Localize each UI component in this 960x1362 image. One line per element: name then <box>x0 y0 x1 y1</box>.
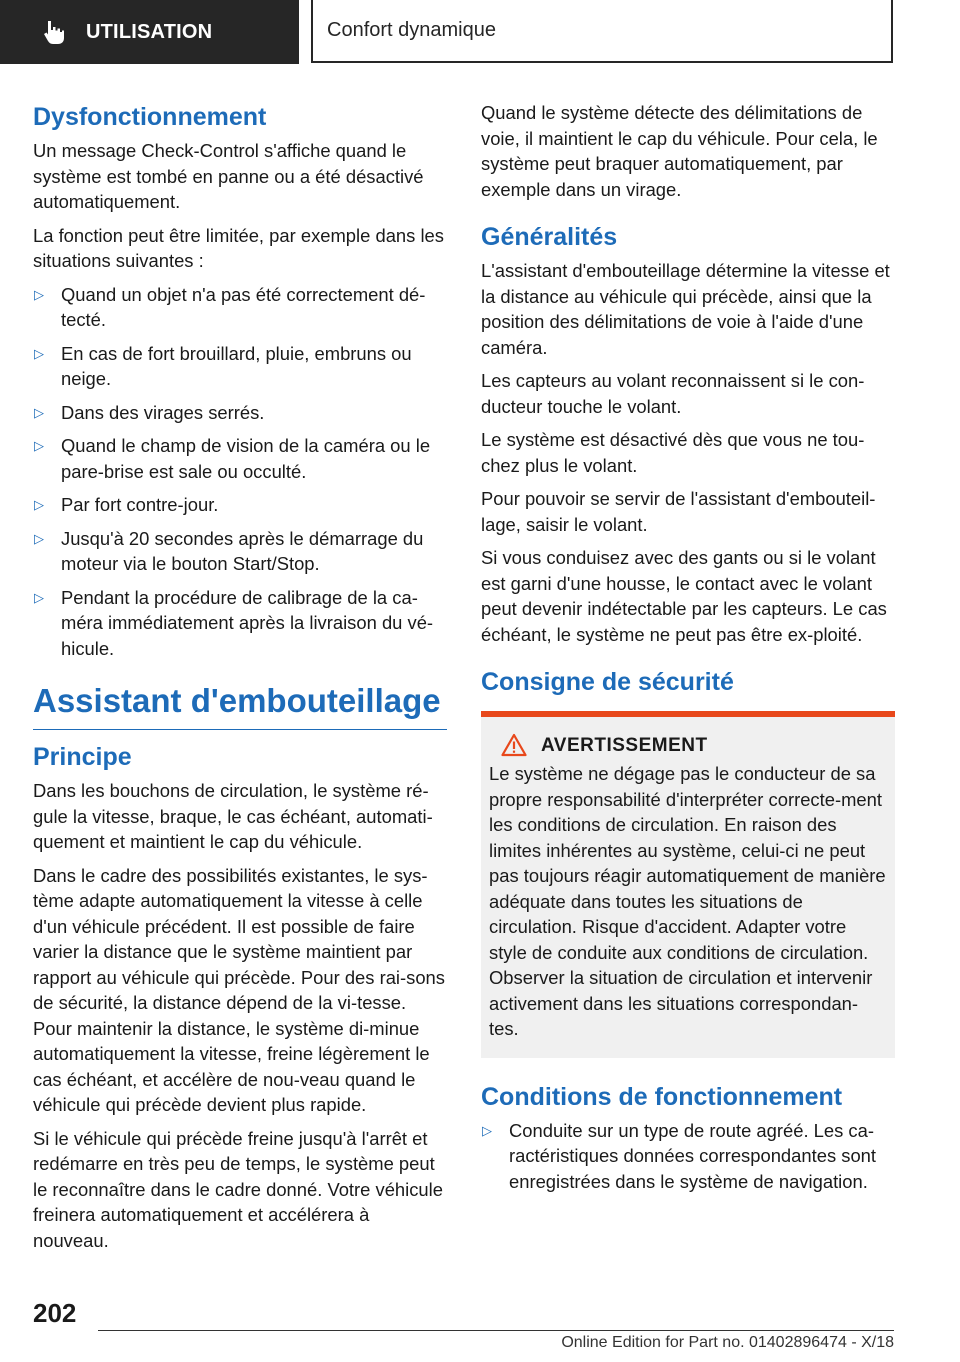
hand-pointer-icon <box>40 18 68 46</box>
list-item: ▷ Quand le champ de vision de la caméra ou le pare-brise est sale ou occulté. <box>34 435 431 482</box>
left-column <box>33 100 447 1261</box>
list-item: ▷ Conduite sur un type de route agréé. Les ca‐ractéristiques données correspondantes sont enregistrées dans le système de navigation. <box>482 1119 877 1192</box>
list-item: ▷ Par fort contre-jour. <box>33 492 447 518</box>
list-item: ▷ Quand un objet n'a pas été correctement dé‐tecté. <box>34 283 426 330</box>
heading-conditions-fonctionnement: Conditions de fonctionnement <box>481 1082 843 1111</box>
paragraph: Un message Check-Control s'affiche quand le système est tombé en panne ou a été désactivé automatiquement. <box>33 140 424 212</box>
warning-box <box>481 711 895 1058</box>
page-number: 202 <box>33 1298 77 1328</box>
warning-header <box>489 735 887 757</box>
paragraph: Pour pouvoir se servir de l'assistant d'embouteil‐lage, saisir le volant. <box>481 488 876 535</box>
chapter-label: Confort dynamique <box>327 19 496 41</box>
conditions-list <box>481 1118 895 1195</box>
limitations-list <box>33 282 447 662</box>
heading-generalites: Généralités <box>481 223 618 251</box>
warning-text: Le système ne dégage pas le conducteur de sa propre responsabilité d'interpréter correcte‐ment les conditions de circulation. En raison des limites inhérentes au système, celui-ci ne peut pas toujours réagir automatiquement de manière adéquate dans toutes les situations de circulation. Risque d'accident. Adapter votre style de conduite aux conditions de circulation. Observer la situation de circulation et intervenir activement dans les situations correspondan‐tes. <box>489 763 886 1039</box>
chapter-tab <box>311 0 893 63</box>
triangle-bullet-icon: ▷ <box>34 589 44 605</box>
paragraph: Si le véhicule qui précède freine jusqu'à l'arrêt et redémarre en très peu de temps, le système peut le reconnaître dans le cadre donné. Votre véhicule freinera automatiquement et accélérera à nouveau. <box>33 1127 443 1251</box>
paragraph: Dans le cadre des possibilités existantes, le sys‐tème adapte automatiquement la vitesse à celle d'un véhicule précédent. Il est possible de faire varier la distance que le système maintient par rapport au véhicule qui précède. Pour des rai‐sons de sécurité, la distance dépend de la vi‐tesse. Pour maintenir la distance, le système di‐minue automatiquement la vitesse, freine légèrement le cas échéant, et accélère de nou‐veau quand le véhicule qui précède devient plus rapide. <box>33 864 445 1115</box>
triangle-bullet-icon: ▷ <box>34 286 44 302</box>
section-label: UTILISATION <box>86 20 213 43</box>
footer-edition: Online Edition for Part no. 01402896474 - X/18 <box>561 1334 894 1351</box>
list-item: ▷ Jusqu'à 20 secondes après le démarrage du moteur via le bouton Start/Stop. <box>34 527 424 574</box>
paragraph: Dans les bouchons de circulation, le système ré‐gule la vitesse, braque, le cas échéant, automati‐quement et maintient le cap du véhicule. <box>33 780 433 852</box>
triangle-bullet-icon: ▷ <box>34 530 44 546</box>
heading-consigne-securite: Consigne de sécurité <box>481 668 734 696</box>
section-tab <box>0 0 299 64</box>
warning-triangle-icon <box>501 733 527 757</box>
paragraph: Quand le système détecte des délimitations de voie, il maintient le cap du véhicule. Pour cela, le système peut braquer automatiquement, par exemple dans un virage. <box>481 102 878 200</box>
heading-principe: Principe <box>33 743 132 771</box>
triangle-bullet-icon: ▷ <box>34 404 44 420</box>
paragraph: La fonction peut être limitée, par exemple dans les situations suivantes : <box>33 224 444 271</box>
paragraph: Le système est désactivé dès que vous ne tou‐chez plus le volant. <box>481 429 865 476</box>
paragraph: Les capteurs au volant reconnaissent si le con‐ducteur touche le volant. <box>481 370 865 417</box>
page-header <box>0 0 960 66</box>
paragraph: Si vous conduisez avec des gants ou si le volant est garni d'une housse, le contact avec le volant peut devenir indétectable par les capteurs. Le cas échéant, le système ne peut pas être ex‐ploité. <box>481 547 887 645</box>
triangle-bullet-icon: ▷ <box>34 345 44 361</box>
triangle-bullet-icon: ▷ <box>34 438 44 453</box>
paragraph: L'assistant d'embouteillage détermine la vitesse et la distance au véhicule qui précède, ainsi que la position des délimitations de voie à l'aide d'une caméra. <box>481 260 890 358</box>
heading-assistant-embouteillage: Assistant d'embouteillage <box>33 679 447 730</box>
heading-dysfonctionnement: Dysfonctionnement <box>33 103 267 131</box>
list-item: ▷ Pendant la procédure de calibrage de la ca‐méra immédiatement après la livraison du vé‐hicule. <box>34 586 434 659</box>
warning-label: AVERTISSEMENT <box>541 735 708 756</box>
footer-divider <box>98 1330 894 1331</box>
right-column <box>481 100 895 1202</box>
triangle-bullet-icon: ▷ <box>482 1122 492 1138</box>
triangle-bullet-icon: ▷ <box>34 497 44 512</box>
list-item: ▷ En cas de fort brouillard, pluie, embruns ou neige. <box>34 342 412 389</box>
list-item: ▷ Dans des virages serrés. <box>33 400 447 426</box>
